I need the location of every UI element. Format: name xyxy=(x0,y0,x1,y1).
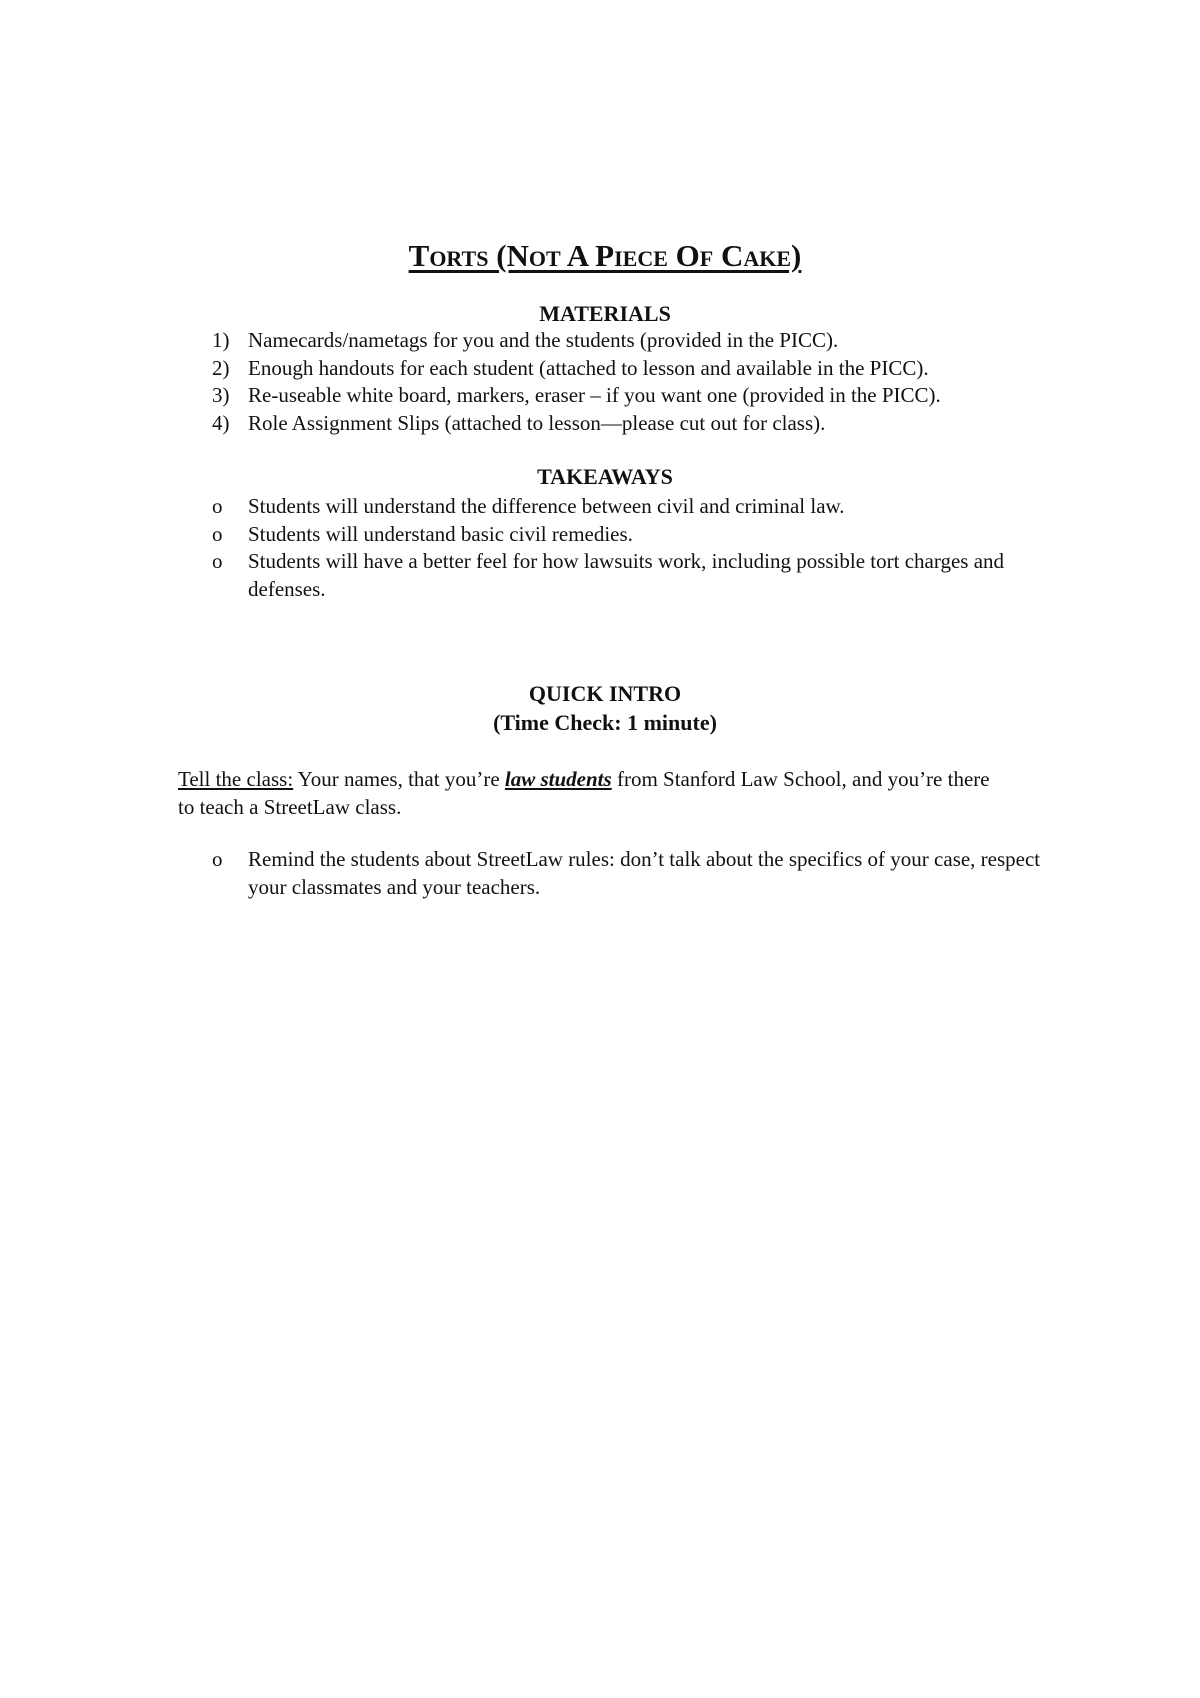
list-item-text: Students will have a better feel for how lawsuits work, including possible tort charges and defenses. xyxy=(248,549,1005,601)
takeaways-heading: TAKEAWAYS xyxy=(537,464,673,489)
quick-intro-heading: QUICK INTRO xyxy=(528,681,682,706)
tell-the-class-paragraph xyxy=(178,765,998,821)
takeaways-list xyxy=(212,493,1072,603)
list-item-text: Re-useable white board, markers, eraser – if you want one (provided in the PICC). xyxy=(248,383,941,407)
time-check: (Time Check: 1 minute) xyxy=(493,710,717,735)
list-marker: 1) xyxy=(212,328,230,352)
list-item-text: Namecards/nametags for you and the students (provided in the PICC). xyxy=(248,328,839,352)
list-item-text: Students will understand basic civil remedies. xyxy=(248,521,633,546)
list-item xyxy=(212,355,1072,383)
list-item xyxy=(212,410,1072,438)
tell-text: Your names, that you’re xyxy=(293,767,505,791)
law-students-emphasis: law students xyxy=(504,767,612,791)
materials-heading: MATERIALS xyxy=(539,301,671,326)
list-item xyxy=(212,327,1072,355)
list-item xyxy=(212,548,1028,603)
list-item-text: Enough handouts for each student (attached to lesson and available in the PICC). xyxy=(248,355,929,380)
list-item xyxy=(212,521,1072,549)
materials-list xyxy=(212,327,1072,437)
list-item xyxy=(212,382,1072,410)
tell-label: Tell the class: xyxy=(178,767,294,791)
bullet-marker: o xyxy=(212,549,223,573)
bullet-marker: o xyxy=(212,521,223,546)
list-item-text: Remind the students about StreetLaw rules: don’t talk about the specifics of your case, respect your classmates and your teachers. xyxy=(248,847,1041,899)
bullet-marker: o xyxy=(212,847,223,871)
list-item xyxy=(212,846,1058,901)
list-marker: 3) xyxy=(212,383,230,407)
list-item-text: Role Assignment Slips (attached to lesson—please cut out for class). xyxy=(248,410,826,435)
tell-text-continued: from Stanford Law School, and you’re there to teach a StreetLaw class. xyxy=(178,767,990,819)
bullet-marker: o xyxy=(212,494,223,518)
list-marker: 2) xyxy=(212,355,230,380)
document-title xyxy=(0,238,1200,274)
list-item xyxy=(212,493,1072,521)
reminders-list xyxy=(212,846,1072,901)
title-text: Torts (Not A Piece Of Cake) xyxy=(408,238,802,273)
list-marker: 4) xyxy=(212,410,230,435)
list-item-text: Students will understand the difference between civil and criminal law. xyxy=(248,494,845,518)
